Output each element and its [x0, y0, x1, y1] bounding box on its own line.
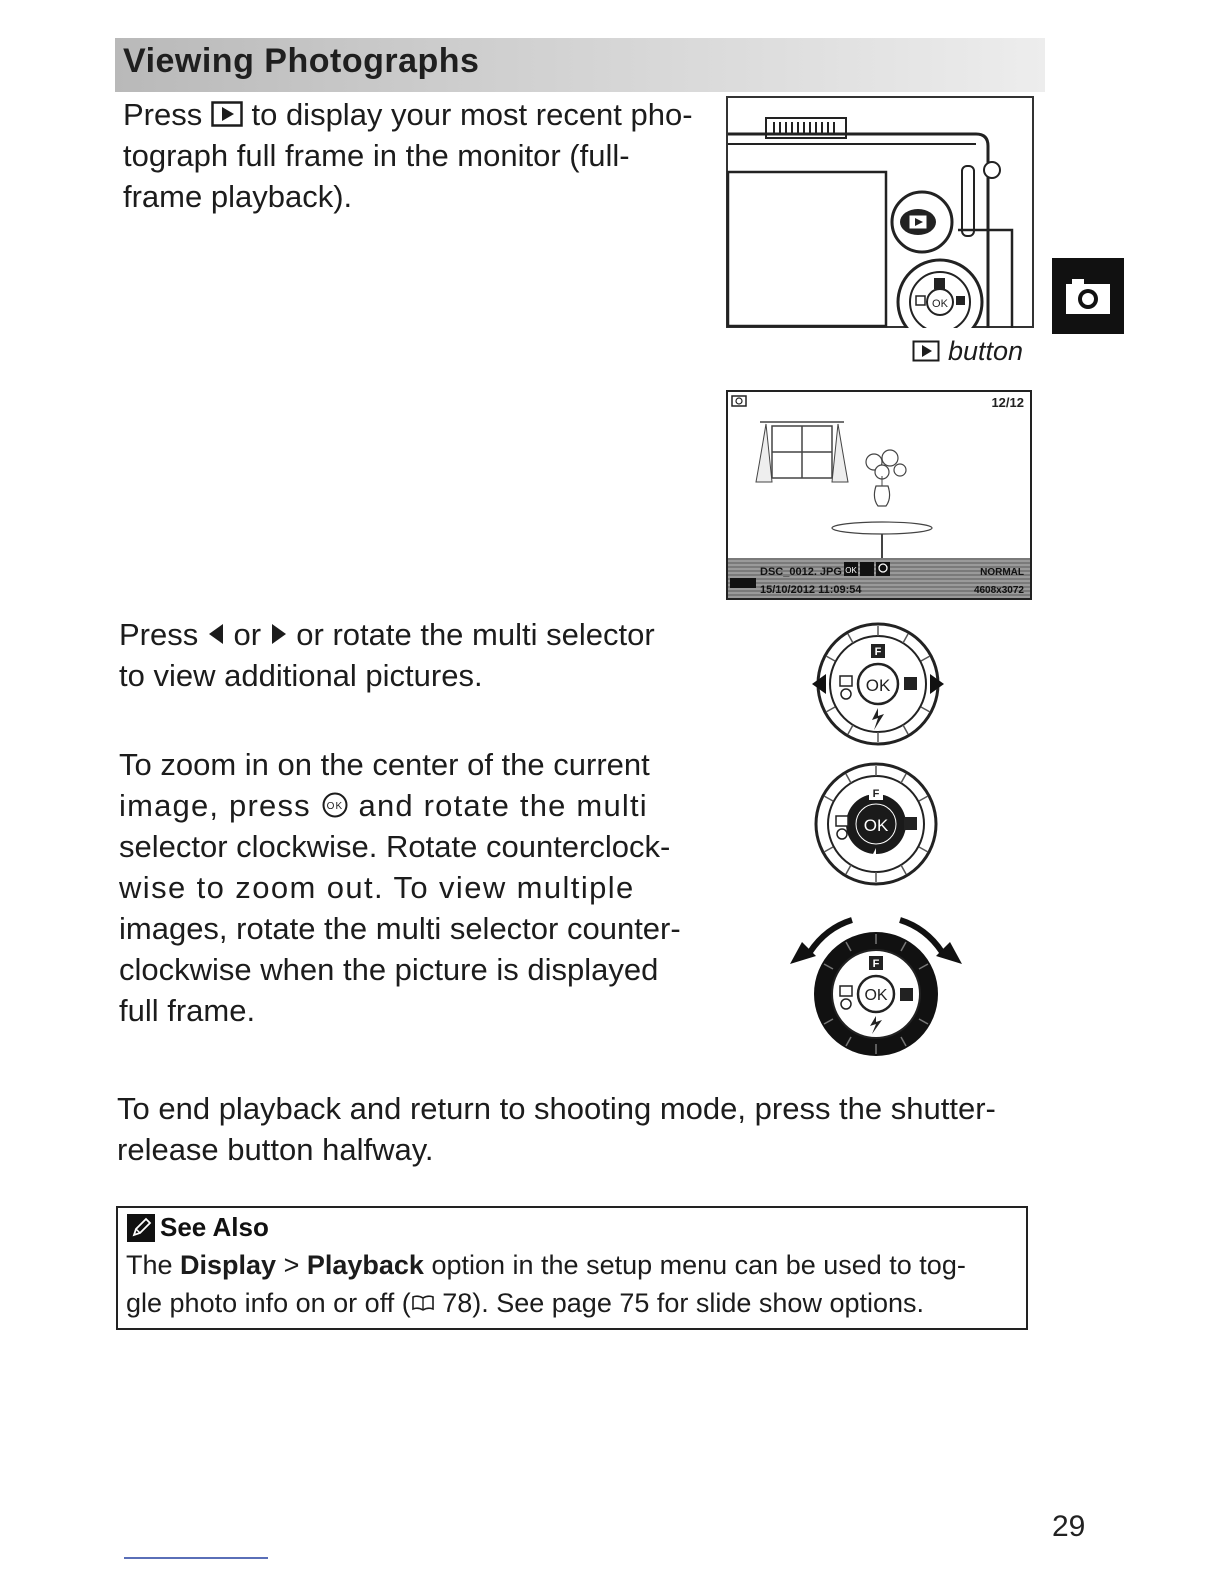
- zoom-line-1: To zoom in on the center of the current: [119, 747, 650, 782]
- browse-line-2: to view additional pictures.: [119, 658, 483, 693]
- camera-back-illustration: [726, 96, 1034, 328]
- pencil-note-icon: [126, 1213, 156, 1243]
- dial3-ok-label: OK: [864, 987, 888, 1004]
- section-title: Viewing Photographs: [123, 42, 480, 80]
- ok-button-icon: [321, 791, 349, 819]
- dial2-function-label: F: [872, 788, 880, 800]
- zoom-line-2-post: and rotate the multi: [348, 788, 648, 823]
- see-also-title: [126, 1212, 269, 1243]
- end-playback-line-2: release button halfway.: [117, 1132, 434, 1167]
- monitor-image-quality: NORMAL: [980, 567, 1024, 578]
- see-also-line-1-c: option in the setup menu can be used to tog-: [423, 1250, 966, 1280]
- zoom-line-2-pre: image, press: [119, 788, 321, 823]
- display-menu-ref: Display: [180, 1250, 277, 1280]
- see-also-line-2-ref: 78). See page 75 for slide show options.: [434, 1288, 925, 1318]
- zoom-line-6: clockwise when the picture is displayed: [119, 952, 659, 987]
- intro-paragraph: [123, 94, 723, 217]
- camera-caption-text: button: [948, 336, 1024, 366]
- section-header: [115, 38, 1045, 92]
- monitor-playback-illustration: [726, 390, 1032, 600]
- see-also-title-text: See Also: [160, 1212, 269, 1242]
- dial3-function-label: F: [872, 958, 880, 970]
- browse-paragraph: [119, 614, 719, 696]
- end-playback-paragraph: [117, 1088, 1037, 1170]
- intro-line-3: frame playback).: [123, 179, 353, 214]
- zoom-line-3: selector clockwise. Rotate counterclock-: [119, 829, 671, 864]
- camera-figure-caption: [912, 336, 1023, 367]
- zoom-line-2: [119, 785, 719, 826]
- see-also-line-2-a: gle photo info on or off (: [126, 1288, 411, 1318]
- playback-option-ref: Playback: [306, 1250, 424, 1280]
- intro-line-1-pre: Press: [123, 97, 211, 132]
- end-playback-line-1: To end playback and return to shooting mode, press the shutter-: [117, 1091, 996, 1126]
- playback-button-icon: [912, 340, 940, 362]
- multi-selector-ok-illustration: [808, 760, 944, 888]
- camera-ok-label: OK: [932, 298, 948, 310]
- see-also-line-1: [126, 1246, 1021, 1284]
- browse-line-1-post: or rotate the multi selector: [287, 617, 655, 652]
- playback-icon: [211, 101, 243, 127]
- intro-line-1: [123, 94, 723, 135]
- monitor-filename: DSC_0012. JPG: [760, 566, 842, 578]
- see-also-line-1-a: The: [126, 1250, 181, 1280]
- browse-line-1-pre: Press: [119, 617, 207, 652]
- dial1-ok-label: OK: [865, 676, 891, 695]
- browse-line-1-or: or: [224, 617, 270, 652]
- multi-selector-rotate-illustration: [786, 900, 966, 1060]
- zoom-line-5: images, rotate the multi selector counter-: [119, 911, 681, 946]
- frame-count: 12/12: [991, 395, 1024, 410]
- zoom-paragraph: [119, 744, 719, 1031]
- zoom-line-4: wise to zoom out. To view multiple: [119, 870, 635, 905]
- see-also-box: [116, 1206, 1028, 1330]
- dial2-ok-label: OK: [863, 816, 889, 835]
- zoom-line-7: full frame.: [119, 993, 256, 1028]
- monitor-date-time: 15/10/2012 11:09:54: [760, 584, 862, 596]
- footer-rule: [124, 1557, 268, 1559]
- left-arrow-icon: [207, 622, 225, 646]
- book-reference-icon: [411, 1294, 435, 1312]
- ok-button-icon-label: OK: [326, 800, 344, 812]
- browse-line-1: [119, 614, 719, 655]
- intro-line-1-post: to display your most recent pho-: [242, 97, 693, 132]
- camera-icon: [1052, 258, 1124, 334]
- dial1-function-label: F: [874, 646, 882, 658]
- monitor-image-size: 4608x3072: [973, 585, 1024, 596]
- multi-selector-left-right-illustration: [808, 620, 948, 748]
- see-also-body: [126, 1246, 1021, 1322]
- see-also-line-1-b: >: [276, 1250, 307, 1280]
- camera-section-tab: [1052, 258, 1124, 334]
- intro-line-2: tograph full frame in the monitor (full-: [123, 138, 630, 173]
- monitor-ok-label: OK: [845, 566, 857, 575]
- see-also-line-2: [126, 1284, 1021, 1322]
- right-arrow-icon: [270, 622, 288, 646]
- page-number: 29: [1052, 1510, 1086, 1543]
